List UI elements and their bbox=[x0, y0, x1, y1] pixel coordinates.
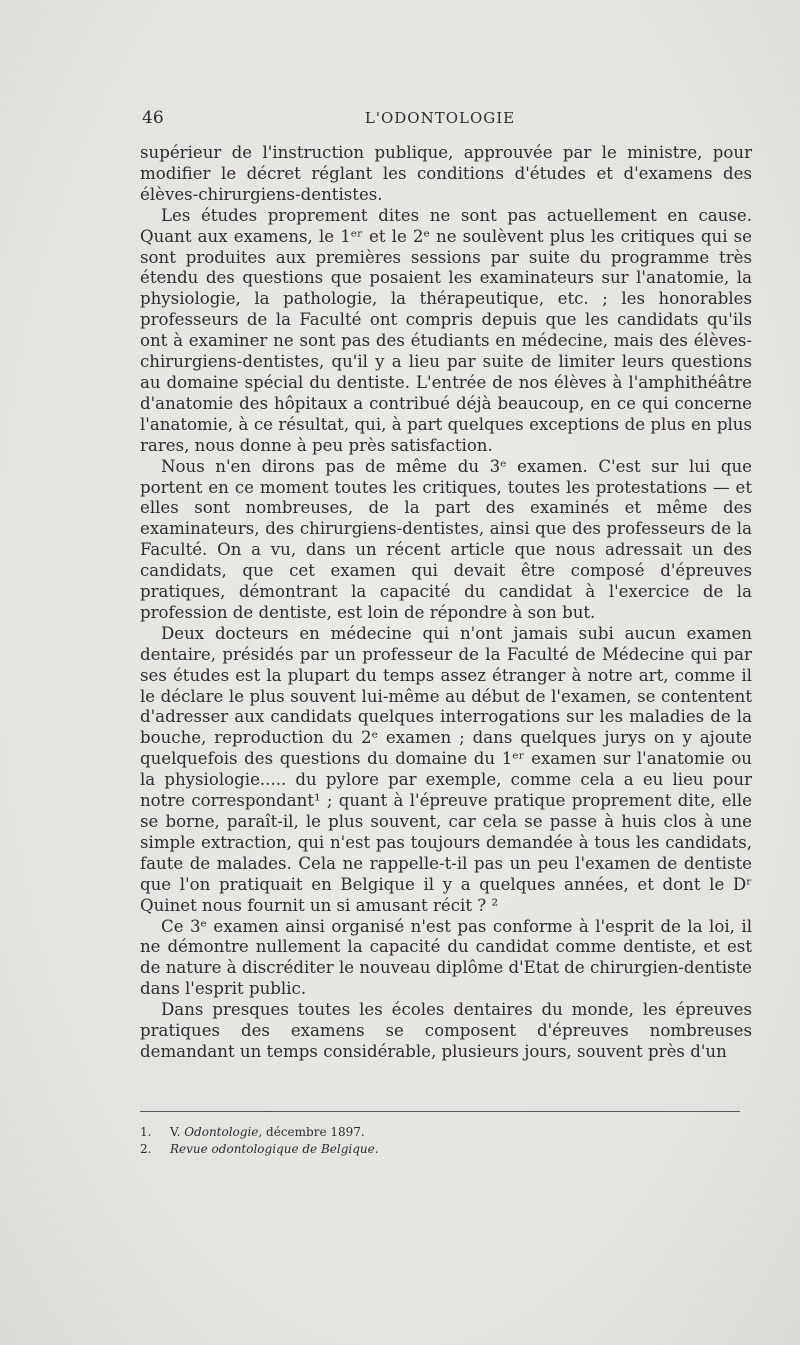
footnote-divider bbox=[140, 1111, 740, 1112]
footnote-date: décembre 1897. bbox=[262, 1125, 365, 1139]
page-header bbox=[140, 108, 740, 134]
footnote-number: 2. bbox=[140, 1142, 152, 1156]
footnotes bbox=[140, 1124, 740, 1158]
footnote bbox=[140, 1141, 740, 1158]
body-text bbox=[140, 143, 752, 1063]
footnote-source: Revue odontologique de Belgique. bbox=[170, 1142, 379, 1156]
running-title: L'ODONTOLOGIE bbox=[364, 109, 516, 127]
page-number: 46 bbox=[142, 108, 164, 128]
paragraph: Nous n'en dirons pas de même du 3ᵉ examen. C'est sur lui que portent en ce moment toutes les critiques, toutes les protestations — et elles sont nombreuses, de la part des examinés et même des examinateurs, des chirurgiens-dentistes, ainsi que des professeurs de la Faculté. On a vu, dans un récent article que nous adressait un des candidats, que cet examen qui devait être composé d'épreuves pratiques, démontrant la capacité du candidat à l'exercice de la profession de dentiste, est loin de répondre à son but. bbox=[140, 456, 752, 622]
footnote-number: 1. bbox=[140, 1125, 152, 1139]
footnote bbox=[140, 1124, 740, 1141]
paragraph: Ce 3ᵉ examen ainsi organisé n'est pas conforme à l'esprit de la loi, il ne démontre nullement la capacité du candidat comme dentiste, et est de nature à discréditer le nouveau diplôme d'Etat de chirurgien-dentiste dans l'esprit public. bbox=[140, 916, 752, 999]
footnote-source: Odontologie, bbox=[184, 1125, 263, 1139]
paragraph: Les études proprement dites ne sont pas actuellement en cause. Quant aux examens, le 1ᵉʳ et le 2ᵉ ne soulèvent plus les critiques qui se sont produites aux premières sessions par suite du programme très étendu des questions que posaient les examinateurs sur l'anatomie, la physiologie, la pathologie, la thérapeutique, etc. ; les honorables professeurs de la Faculté ont compris depuis que les candidats qu'ils ont à examiner ne sont pas des étudiants en médecine, mais des élèves-chirurgiens-dentistes, qu'il y a lieu par suite de limiter leurs questions au domaine spécial du dentiste. L'entrée de nos élèves à l'amphithéâtre d'anatomie des hôpitaux a contribué déjà beaucoup, en ce qui concerne l'anatomie, à ce résultat, qui, à part quelques exceptions de plus en plus rares, nous donne à peu près satisfaction. bbox=[140, 205, 752, 455]
paragraph: Dans presques toutes les écoles dentaires du monde, les épreuves pratiques des examens se composent d'épreuves nombreuses demandant un temps considérable, plusieurs jours, souvent près d'un bbox=[140, 1000, 752, 1061]
paragraph: supérieur de l'instruction publique, approuvée par le ministre, pour modifier le décret réglant les conditions d'études et d'examens des élèves-chirurgiens-dentistes. bbox=[140, 143, 752, 204]
paragraph: Deux docteurs en médecine qui n'ont jamais subi aucun examen dentaire, présidés par un professeur de la Faculté de Médecine qui par ses études est la plupart du temps assez étranger à notre art, comme il le déclare le plus souvent lui-même au début de l'examen, se contentent d'adresser aux candidats quelques interrogations sur les maladies de la bouche, reproduction du 2ᵉ examen ; dans quelques jurys on y ajoute quelquefois des questions du domaine du 1ᵉʳ examen sur l'anatomie ou la physiologie..... du pylore par exemple, comme cela a eu lieu pour notre correspondant¹ ; quant à l'épreuve pratique proprement dite, elle se borne, paraît-il, le plus souvent, car cela se passe à huis clos à une simple extraction, qui n'est pas toujours demandée à tous les candidats, faute de malades. Cela ne rappelle-t-il pas un peu l'examen de dentiste que l'on pratiquait en Belgique il y a quelques années, et dont le Dʳ Quinet nous fournit un si amusant récit ? ² bbox=[140, 623, 752, 915]
footnote-prefix: V. bbox=[170, 1125, 185, 1139]
